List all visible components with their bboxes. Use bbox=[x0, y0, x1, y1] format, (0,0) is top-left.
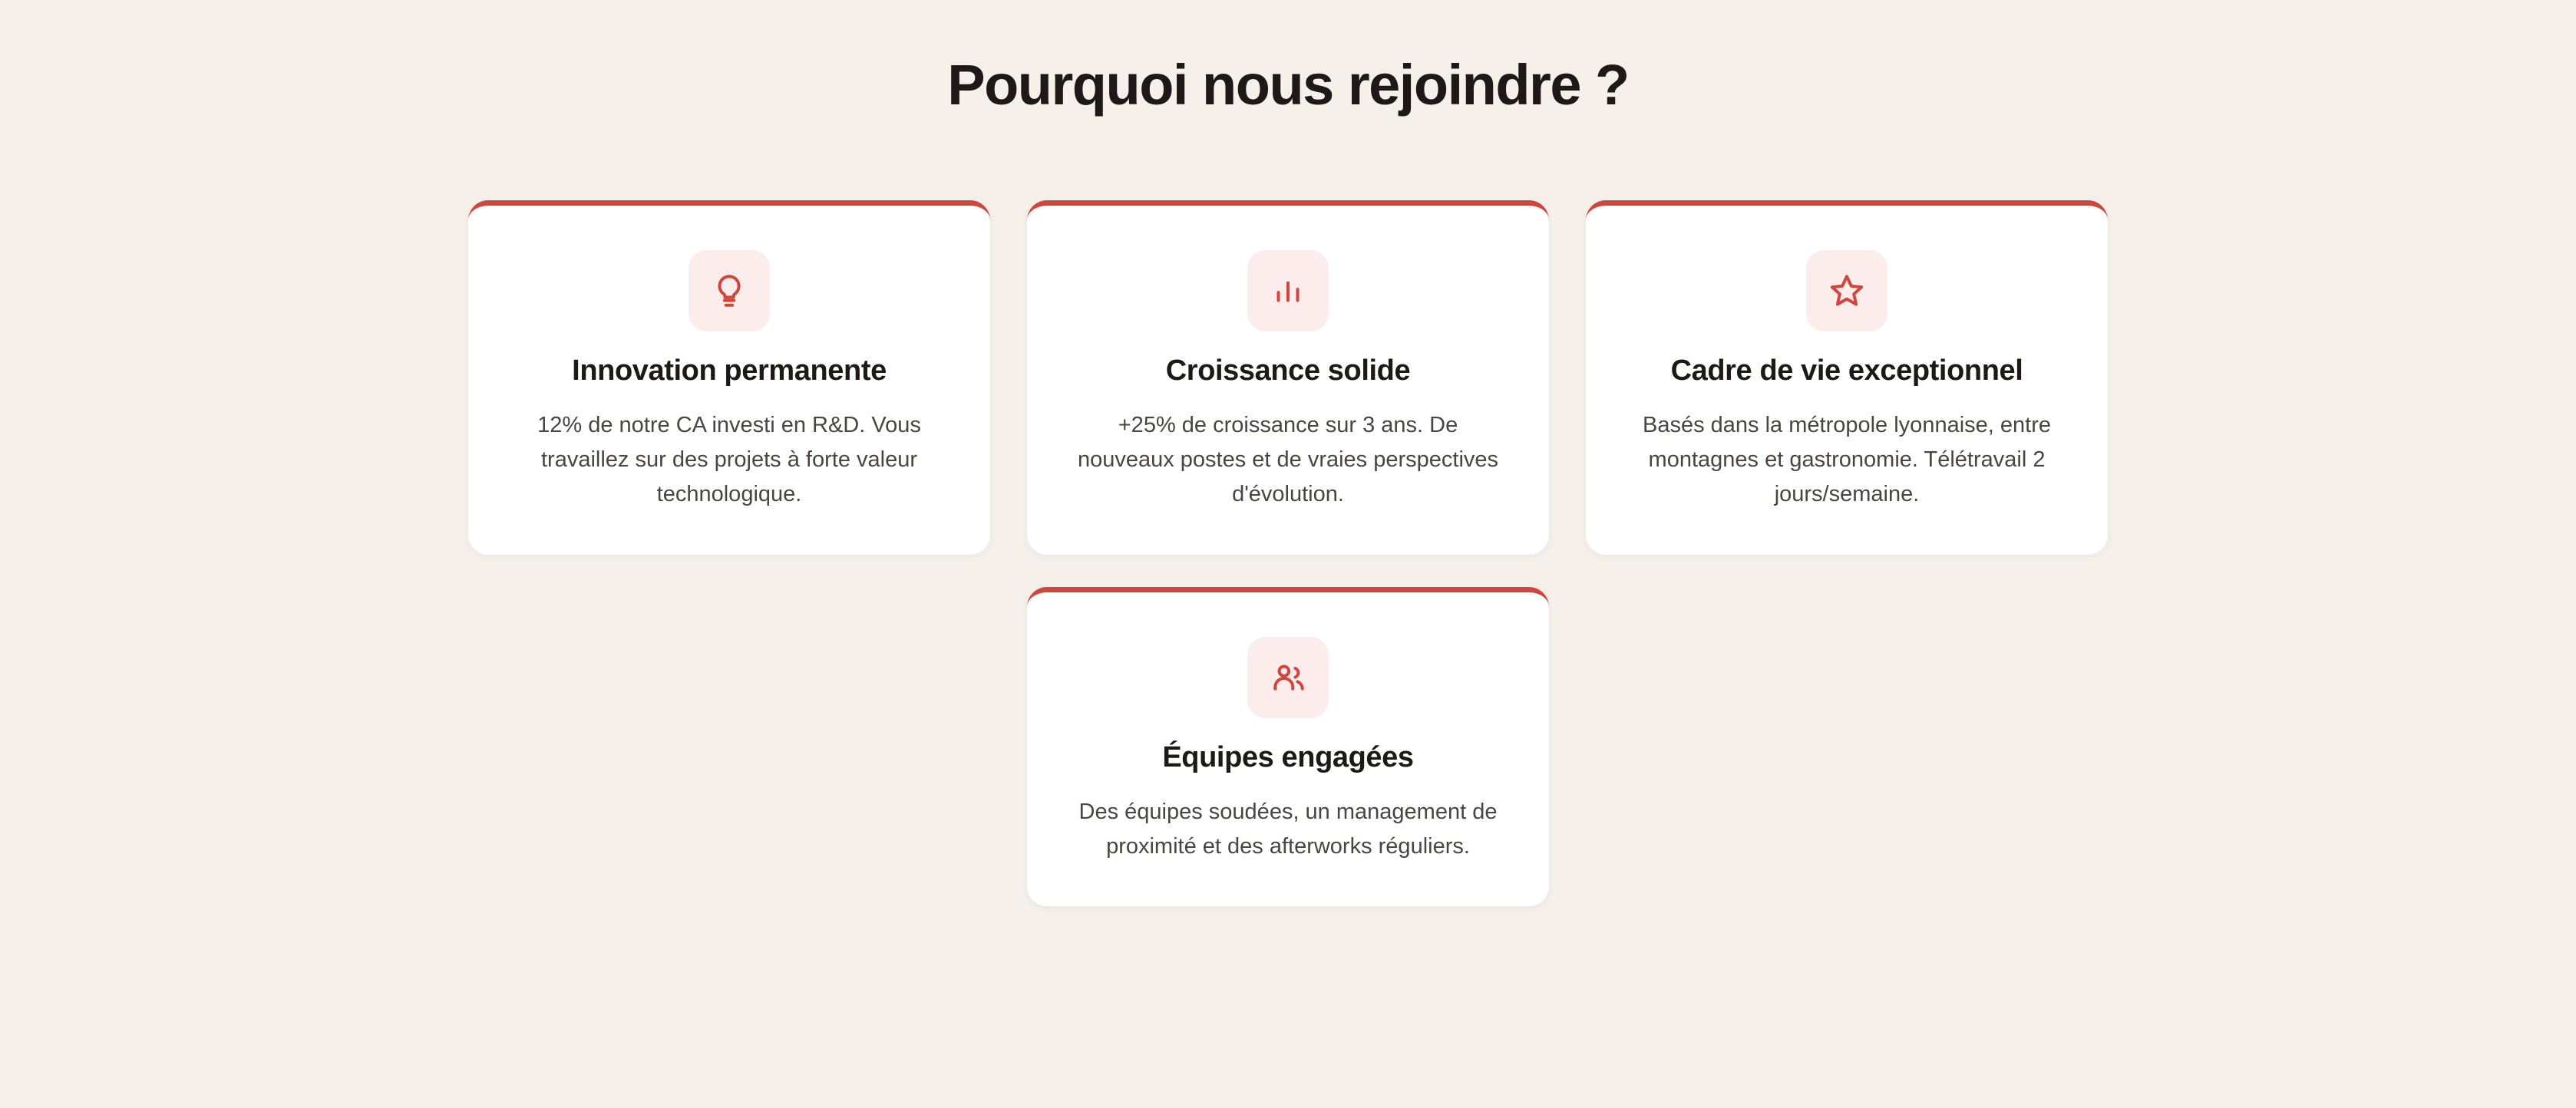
users-icon bbox=[1247, 637, 1329, 718]
benefit-card-text: 12% de notre CA investi en R&D. Vous travaillez sur des projets à forte valeur technologique. bbox=[537, 413, 921, 506]
benefit-card-text: Des équipes soudées, un management de proximité et des afterworks réguliers. bbox=[1078, 799, 1498, 859]
benefit-card-living bbox=[1586, 200, 2108, 555]
benefit-card-title: Innovation permanente bbox=[572, 354, 887, 387]
benefits-card-row-2 bbox=[0, 587, 2576, 907]
star-icon bbox=[1806, 250, 1887, 331]
benefit-card-title: Croissance solide bbox=[1165, 354, 1411, 387]
benefit-card-teams bbox=[1027, 587, 1549, 907]
benefit-card-text: Basés dans la métropole lyonnaise, entre montagnes et gastronomie. Télétravail 2 jours/semaine. bbox=[1643, 413, 2051, 506]
benefit-card-title: Cadre de vie exceptionnel bbox=[1670, 354, 2023, 387]
benefit-card-title: Équipes engagées bbox=[1162, 740, 1414, 773]
benefit-card-innovation bbox=[468, 200, 990, 555]
page-title: Pourquoi nous rejoindre ? bbox=[947, 53, 1629, 117]
lightbulb-icon bbox=[689, 250, 770, 331]
benefit-card-text: +25% de croissance sur 3 ans. De nouveaux postes et de vraies perspectives d'évolution. bbox=[1077, 413, 1499, 506]
benefits-card-row-1 bbox=[0, 200, 2576, 555]
benefit-card-growth bbox=[1027, 200, 1549, 555]
bar-chart-icon bbox=[1247, 250, 1329, 331]
